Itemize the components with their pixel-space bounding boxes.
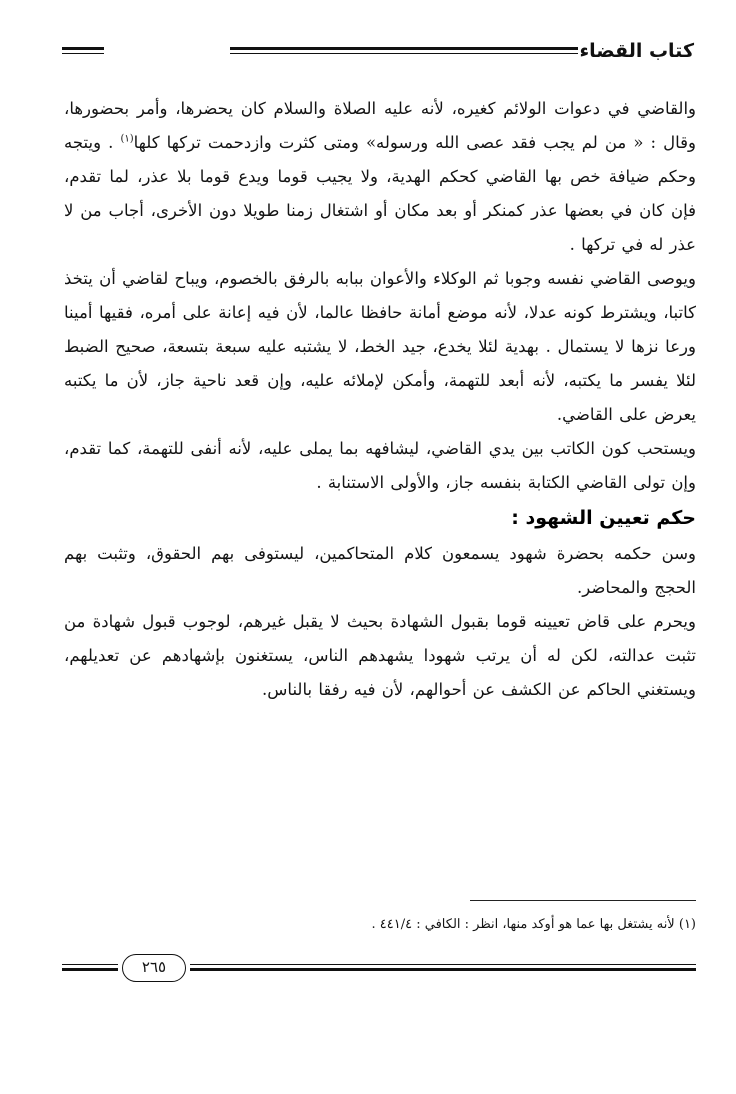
paragraph: وسن حكمه بحضرة شهود يسمعون كلام المتحاكمين، ليستوفى بهم الحقوق، وتثبت بهم الحجج والمحاضر. xyxy=(64,544,696,597)
header-rule xyxy=(230,47,578,54)
paragraph: ويستحب كون الكاتب بين يدي القاضي، ليشافهه بما يملى عليه، لأنه أنفى للتهمة، كما تقدم، وإن تولى القاضي الكتابة بنفسه جاز، والأولى الاستنابة . xyxy=(64,439,696,492)
footnote-separator xyxy=(470,900,696,901)
footnote: (١) لأنه يشتغل بها عما هو أوكد منها، انظر : الكافي : ٤٤١/٤ . xyxy=(371,917,696,932)
main-text xyxy=(64,92,696,707)
paragraph: والقاضي في دعوات الولائم كغيره، لأنه عليه الصلاة والسلام كان يحضرها، وأمر بحضورها، وقال : « من لم يجب فقد عصى الله ورسوله» ومتى كثرت وازدحمت تركها كلها$^{(١)}$ . ويتجه وحكم ضيافة خص بها القاضي كحكم الهدية، ولا يجيب قوما ويدع قوما بلا عذر، لما تقدم، فإن كان في بعضها عذر كمنكر أو بعد مكان أو اشتغال زمنا طويلا دون الأخرى، أجاب من لا عذر له في تركها . xyxy=(64,99,696,254)
footnote-reference[interactable]: (١) xyxy=(120,133,134,145)
footer-rule-right xyxy=(190,964,696,971)
running-header xyxy=(62,36,694,68)
footer-rule-left xyxy=(62,964,118,971)
section-heading: حكم تعيين الشهود : xyxy=(511,507,696,529)
page-number: ٢٦٥ xyxy=(122,954,186,982)
paragraph: ويوصى القاضي نفسه وجوبا ثم الوكلاء والأعوان ببابه بالرفق بالخصوم، ويباح لقاضي أن يتخذ كاتبا، ويشترط كونه عدلا، لأنه موضع أمانة حافظا عالما، لأن فيه إعانة على أمره، فقيها أمينا ورعا نزها لا يستمال . بهدية لئلا يخدع، جيد الخط، لا يشتبه عليه سبعة بتسعة، صحيح الضبط لئلا يفسر ما يكتبه، لأنه أبعد للتهمة، وأمكن لإملائه عليه، وإن قعد ناحية جاز، لأن ما يكتبه يعرض على القاضي. xyxy=(64,269,696,424)
chapter-title: كتاب القضاء xyxy=(579,40,694,62)
header-rule-end xyxy=(62,47,104,54)
paragraph: ويحرم على قاض تعيينه قوما بقبول الشهادة بحيث لا يقبل غيرهم، لوجوب قبول شهادة من تثبت عدالته، لكن له أن يرتب شهودا يشهدهم الناس، يستغنون بإشهادهم عن تعديلهم، ويستغني الحاكم عن الكشف عن أحوالهم، لأن فيه رفقا بالناس. xyxy=(64,612,696,699)
